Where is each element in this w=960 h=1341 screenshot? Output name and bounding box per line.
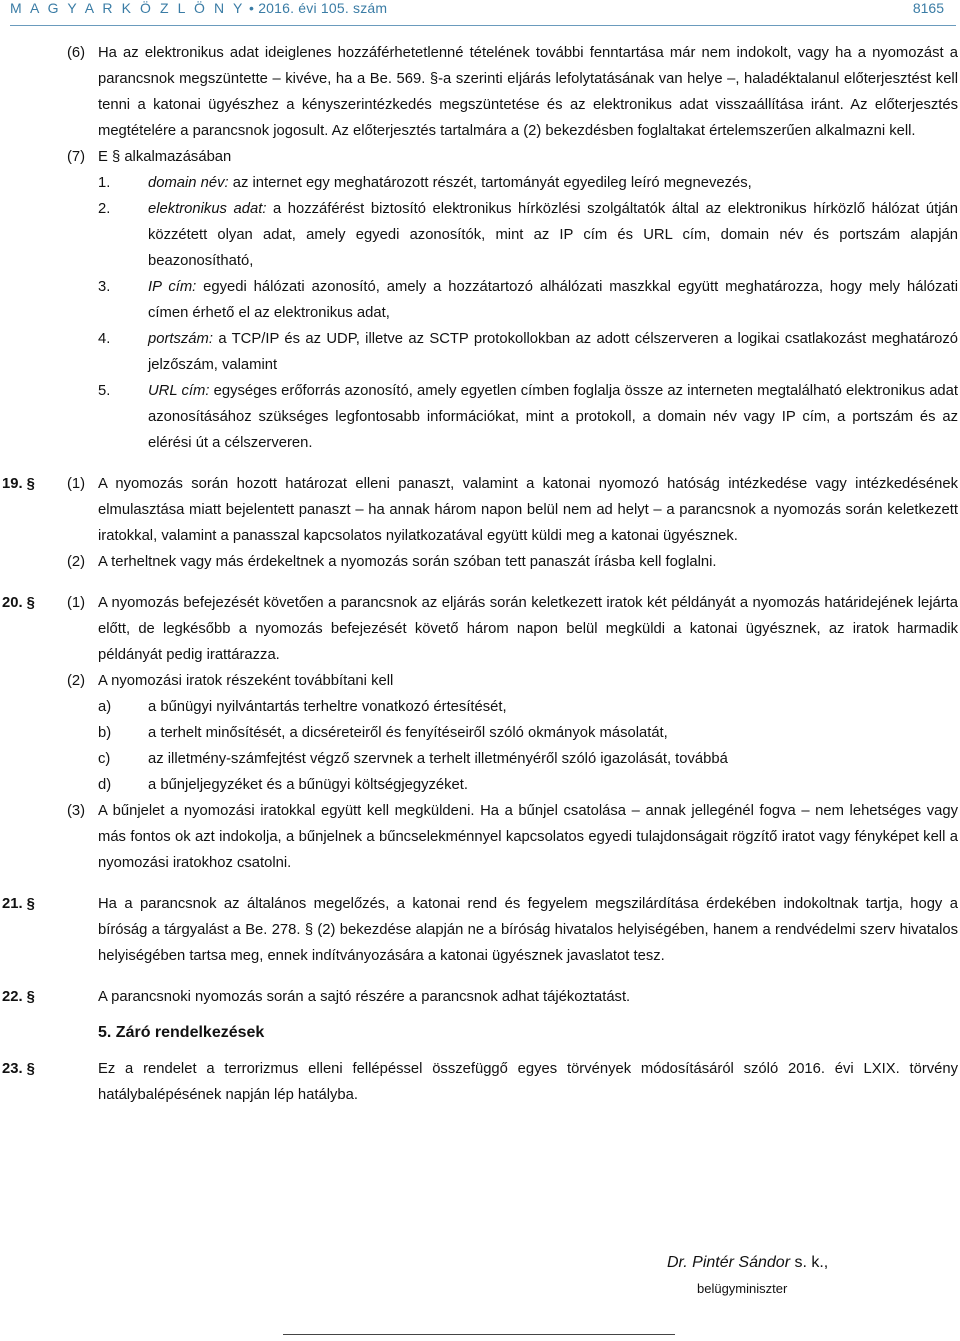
definition-term: domain név:: [148, 175, 229, 191]
section-spacer: [0, 456, 960, 471]
definition-number: 1.: [98, 175, 111, 191]
chapter-heading: 5. Záró rendelkezések: [98, 1024, 265, 1041]
list-item-label: c): [98, 751, 111, 767]
section-21: [2, 891, 958, 969]
list-item-text: a bűnjeljegyzéket és a bűnügyi költségjegyzéket.: [148, 777, 468, 793]
list-item-text: a terhelt minősítését, a dicséreteiről és fenyítéseiről szóló okmányok másolatát,: [148, 725, 668, 741]
paragraph-text: E § alkalmazásában: [98, 149, 232, 165]
definition-number: 4.: [98, 331, 111, 347]
list-item-text: az illetmény-számfejtést végző szervnek a terhelt illetményéről szóló igazolását, továbbá: [148, 751, 728, 767]
paragraph-text: Ha az elektronikus adat ideiglenes hozzáférhetetlenné tételének további fenntartása már nem indokolt, vagy ha a nyomozást a parancsnok megszüntette – kivéve, ha a Be. 569. §-a szerinti eljárás lefolytatásának van helye –, haladéktalanul előterjesztést kell tenni a katonai ügyészhez a kényszerintézkedés megszüntetése és az elektronikus adat visszaállítása iránt. Az előterjesztés megtételére a parancsnok jogosult. Az előterjesztés tartalmára a (2) bekezdésben foglaltakat értelemszerűen alkalmazni kell.: [98, 45, 958, 139]
list-item: [98, 694, 958, 720]
section-23: [2, 1056, 958, 1108]
definition-term: URL cím:: [148, 383, 210, 399]
section-20-para-1: [2, 590, 958, 668]
header-divider: [10, 25, 956, 26]
paragraph-6: [67, 40, 958, 144]
paragraph-label: (3): [67, 803, 86, 819]
list-item-label: b): [98, 725, 112, 741]
definition-item: [98, 170, 958, 196]
paragraph-text: A nyomozás során hozott határozat elleni panaszt, valamint a katonai nyomozó hatóság intézkedése vagy intézkedésének elmulasztása miatt bejelentett panaszt – ha annak három napon belül nem ad helyt – a parancsnok a nyomozás során keletkezett iratokkal, valamint a panasszal kapcsolatos nyilatkozatával együtt küldi meg a katonai ügyésznek.: [98, 476, 958, 544]
paragraph-label: (6): [67, 45, 86, 61]
definition-term: portszám:: [148, 331, 213, 347]
section-number: 23. §: [2, 1061, 35, 1077]
section-19-para-2: [67, 549, 958, 575]
definition-item: [98, 378, 958, 456]
issue-number: 2016. évi 105. szám: [258, 0, 388, 16]
signature: [667, 1254, 828, 1272]
definition-text: a TCP/IP és az UDP, illetve az SCTP protokollokban az adott célszerveren a logikai csatlakozást meghatározó jelzőszám, valamint: [148, 331, 958, 373]
section-22: [2, 984, 958, 1010]
section-20-para-3: [67, 798, 958, 876]
list-item-label: d): [98, 777, 112, 793]
paragraph-label: (1): [67, 476, 86, 492]
list-item: [98, 720, 958, 746]
paragraph-text: A bűnjelet a nyomozási iratokkal együtt kell megküldeni. Ha a bűnjel csatolása – annak jellegénél fogva – nem lehetséges vagy más fontos ok azt indokolja, a bűnjelnek a bűncselekménnyel kapcsolatos egyedi tulajdonságait rögzítő iratot vagy fényképet kell a nyomozási iratokhoz csatolni.: [98, 803, 958, 871]
definition-text: egységes erőforrás azonosító, amely egyetlen címben foglalja össze az interneten megtalálható elektronikus adat azonosításához szükséges legfontosabb információkat, mint a protokoll, a domain név vagy IP cím, a portszám és az elérési út a célszerveren.: [148, 383, 958, 451]
section-text: A parancsnoki nyomozás során a sajtó részére a parancsnok adhat tájékoztatást.: [98, 989, 631, 1005]
definition-number: 2.: [98, 201, 111, 217]
paragraph-text: A nyomozási iratok részeként továbbítani kell: [98, 673, 394, 689]
signatory-role: belügyminiszter: [697, 1281, 788, 1296]
section-number: 20. §: [2, 595, 35, 611]
definition-text: az internet egy meghatározott részét, tartományát egyedileg leíró megnevezés,: [228, 175, 752, 191]
paragraph-text: A terheltnek vagy más érdekeltnek a nyomozás során szóban tett panaszát írásba kell foglalni.: [98, 554, 717, 570]
definition-text: egyedi hálózati azonosító, amely a hozzátartozó alhálózati maszkkal együtt meghatározza, hogy mely hálózati címen érhető el az elektronikus adat,: [148, 279, 958, 321]
document-body: [0, 40, 960, 1108]
header-bullet: •: [248, 0, 255, 16]
list-item: [98, 772, 958, 798]
bottom-divider: [283, 1334, 675, 1335]
section-number: 21. §: [2, 896, 35, 912]
section-spacer: [0, 969, 960, 984]
section-number: 19. §: [2, 476, 35, 492]
definition-term: elektronikus adat:: [148, 201, 267, 217]
list-item: [98, 746, 958, 772]
signatory-name: Dr. Pintér Sándor: [667, 1254, 791, 1271]
definition-number: 3.: [98, 279, 111, 295]
section-spacer: [0, 575, 960, 590]
paragraph-label: (1): [67, 595, 86, 611]
paragraph-label: (7): [67, 149, 86, 165]
journal-title: M A G Y A R K Ö Z L Ö N Y: [10, 0, 245, 16]
definition-item: [98, 196, 958, 274]
section-number: 22. §: [2, 989, 35, 1005]
page-number: 8165: [912, 0, 944, 16]
paragraph-label: (2): [67, 673, 86, 689]
list-item-label: a): [98, 699, 112, 715]
definition-number: 5.: [98, 383, 111, 399]
paragraph-label: (2): [67, 554, 86, 570]
paragraph-7: [67, 144, 958, 170]
definition-text: a hozzáférést biztosító elektronikus hírközlési szolgáltatók által az elektronikus hírközlő hálózat útján közzétett olyan adat, amely egyedi azonosítók, mint az IP cím és URL cím, domain név és portszám alapján beazonosítható,: [148, 201, 958, 269]
list-item-text: a bűnügyi nyilvántartás terheltre vonatkozó értesítését,: [148, 699, 507, 715]
section-19-para-1: [2, 471, 958, 549]
section-text: Ez a rendelet a terrorizmus elleni fellépéssel összefüggő egyes törvények módosításáról szóló 2016. évi LXIX. törvény hatálybalépésének napján lép hatályba.: [98, 1061, 958, 1103]
definition-item: [98, 274, 958, 326]
section-20-para-2: [67, 668, 958, 694]
signature-suffix: s. k.,: [790, 1254, 829, 1271]
section-spacer: [0, 876, 960, 891]
journal-header: [10, 0, 387, 16]
section-text: Ha a parancsnok az általános megelőzés, a katonai rend és fegyelem megszilárdítása érdekében indokoltnak tartja, hogy a bíróság a tárgyalást a Be. 278. § (2) bekezdése alapján ne a bíróság hivatalos helyiségében, hanem a rendvédelmi szerv hivatalos helyiségében tartsa meg, ennek indítványozására a katonai ügyésznek javaslatot tesz.: [98, 896, 958, 964]
definition-item: [98, 326, 958, 378]
paragraph-text: A nyomozás befejezését követően a parancsnok az eljárás során keletkezett iratok két példányát a nyomozás határidejének lejárta előtt, de legkésőbb a nyomozás befejezését követő három napon belül megküldi a katonai ügyésznek, az iratok harmadik példányát pedig irattárazza.: [98, 595, 958, 663]
definition-term: IP cím:: [148, 279, 197, 295]
